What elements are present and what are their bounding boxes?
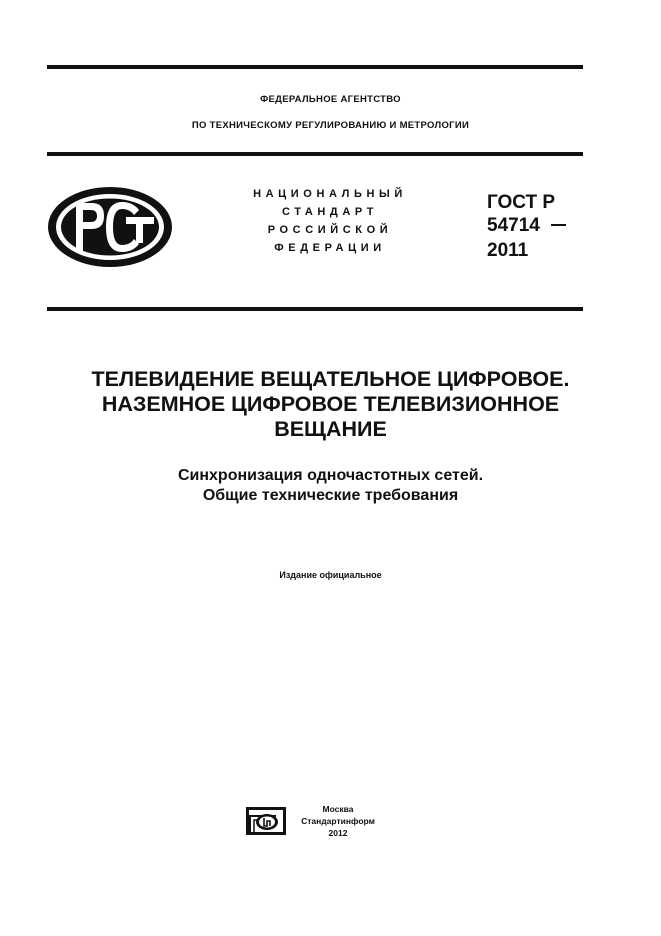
document-title-line-1: ТЕЛЕВИДЕНИЕ ВЕЩАТЕЛЬНОЕ ЦИФРОВОЕ. bbox=[91, 367, 570, 391]
edition-label: Издание официальное bbox=[279, 570, 382, 580]
agency-line-1: ФЕДЕРАЛЬНОЕ АГЕНТСТВО bbox=[260, 94, 401, 105]
header-rule bbox=[47, 152, 583, 156]
national-line-3: РОССИЙСКОЙ bbox=[267, 224, 393, 236]
document-subtitle-line-1: Синхронизация одночастотных сетей. bbox=[177, 467, 484, 484]
publisher-name: Стандартинформ bbox=[301, 816, 375, 826]
publisher-year: 2012 bbox=[328, 828, 348, 838]
designation-number: 54714 bbox=[487, 215, 540, 236]
publisher-city: Москва bbox=[322, 804, 354, 814]
national-line-4: ФЕДЕРАЦИИ bbox=[274, 242, 386, 254]
agency-line-2: ПО ТЕХНИЧЕСКОМУ РЕГУЛИРОВАНИЮ И МЕТРОЛОГИИ bbox=[191, 120, 470, 131]
designation-prefix: ГОСТ Р bbox=[487, 192, 556, 213]
document-title-line-3: ВЕЩАНИЕ bbox=[274, 417, 387, 441]
national-line-2: СТАНДАРТ bbox=[281, 206, 379, 218]
top-rule bbox=[47, 65, 583, 69]
designation-dash bbox=[551, 224, 566, 226]
standartinform-logo-icon bbox=[246, 807, 286, 835]
document-subtitle-line-2: Общие технические требования bbox=[202, 487, 459, 504]
document-title-line-2: НАЗЕМНОЕ ЦИФРОВОЕ ТЕЛЕВИЗИОННОЕ bbox=[101, 392, 560, 416]
designation-year: 2011 bbox=[487, 240, 529, 261]
national-line-1: НАЦИОНАЛЬНЫЙ bbox=[253, 188, 407, 200]
gost-r-mark-icon bbox=[46, 185, 174, 269]
block-rule bbox=[47, 307, 583, 311]
